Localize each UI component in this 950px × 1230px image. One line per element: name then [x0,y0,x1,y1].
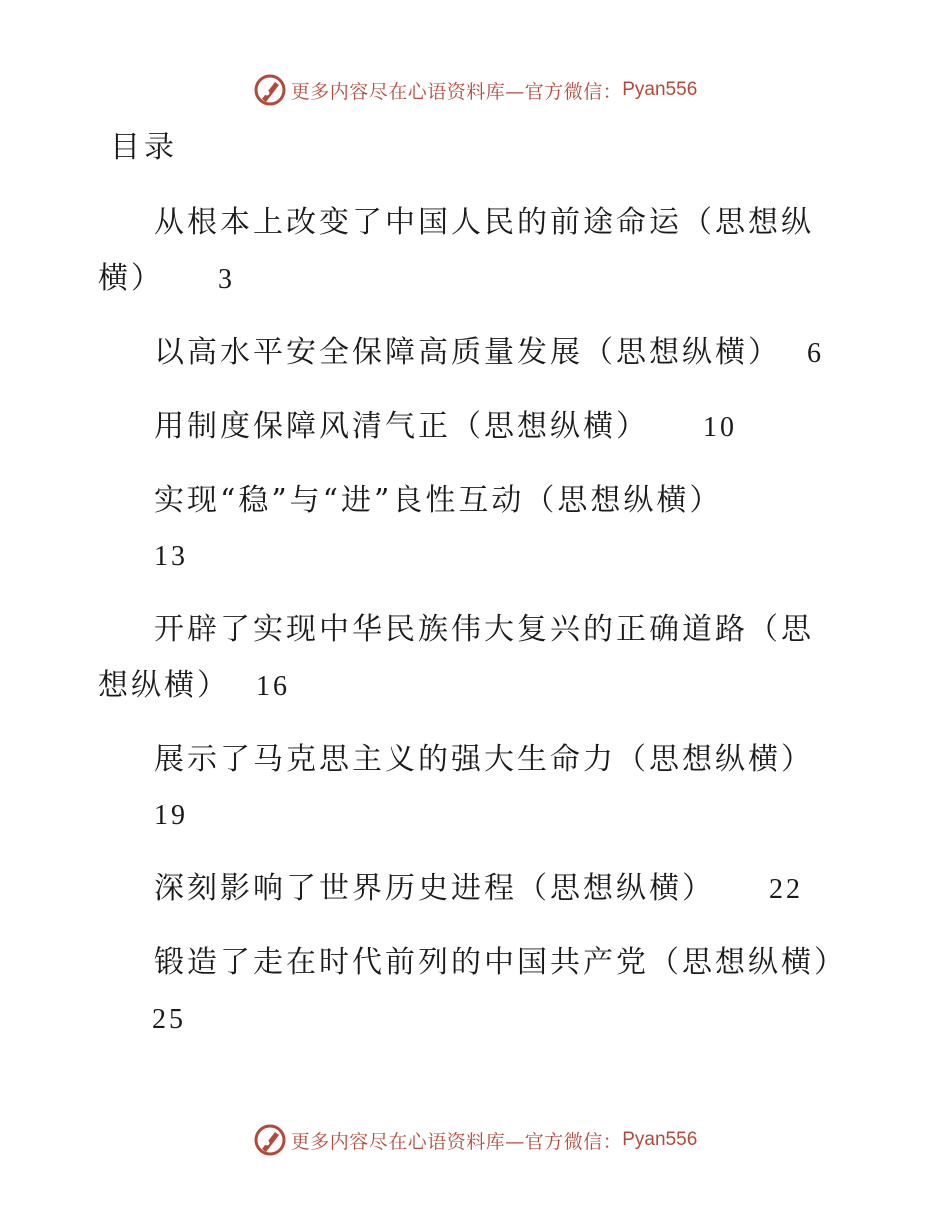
toc-entry[interactable] [0,732,844,844]
pen-logo-icon [253,73,287,107]
footer-banner [0,1120,950,1160]
header-banner [0,70,950,110]
banner-wechat-id: Pyan556 [622,1129,698,1150]
toc-entry[interactable] [0,861,844,918]
toc-entry-title: 锻造了走在时代前列的中国共产党（思想纵横） [154,945,847,980]
toc-entry-title: 展示了马克思主义的强大生命力（思想纵横） [154,742,814,777]
toc-title: 目录 [110,130,178,165]
toc-entry-title: 深刻影响了世界历史进程（思想纵横） [154,871,715,906]
toc-entry[interactable] [0,399,844,456]
toc-entry-page: 22 [769,874,803,905]
toc-entry[interactable] [0,602,844,715]
toc-entry-title: 以高水平安全保障高质量发展（思想纵横） [154,335,781,370]
toc-entry[interactable] [0,195,844,308]
toc-entry[interactable] [0,473,844,585]
toc-entry-page: 19 [154,800,188,831]
toc-entry-page: 25 [152,1004,186,1035]
toc-entry-title: 实现“稳”与“进”良性互动（思想纵横） [154,483,723,518]
toc-entry-page: 13 [154,541,188,572]
toc-entry-page: 3 [218,264,235,295]
toc-entry-page: 6 [807,338,824,369]
toc-entry[interactable] [0,935,847,1048]
toc-entry[interactable] [0,325,844,382]
banner-text: 更多内容尽在心语资料库—官方微信： [290,80,623,103]
pen-logo-icon [253,1123,287,1157]
toc-entry-page: 16 [256,671,290,702]
toc-entry-title: 用制度保障风清气正（思想纵横） [154,409,649,444]
toc-entry-page: 10 [703,412,737,443]
banner-wechat-id: Pyan556 [622,79,698,100]
toc-entry-title: 从根本上改变了中国人民的前途命运（思想纵横） [98,205,814,296]
banner-text: 更多内容尽在心语资料库—官方微信： [290,1130,623,1153]
toc-entry-title: 开辟了实现中华民族伟大复兴的正确道路（思想纵横） [98,612,814,703]
toc-list [0,195,950,1065]
